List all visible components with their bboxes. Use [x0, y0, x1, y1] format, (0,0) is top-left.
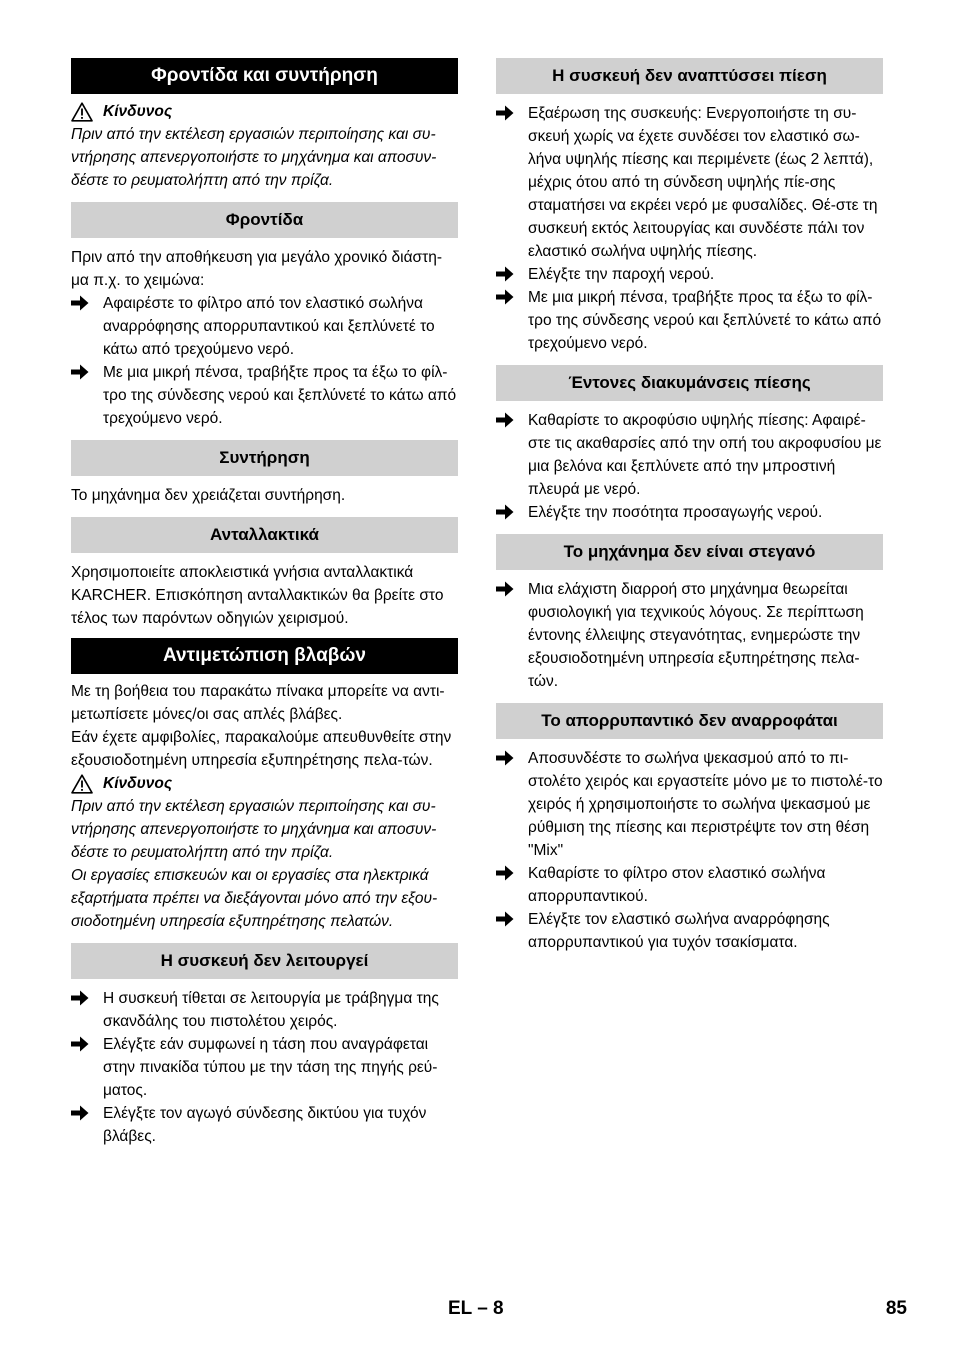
subsection-title-detergent: Το απορρυπαντικό δεν αναρροφάται: [496, 703, 883, 739]
subsection-title-maintenance: Συντήρηση: [71, 440, 458, 476]
list-item: Ελέγξτε τον ελαστικό σωλήνα αναρρόφησης απορρυπαντικού για τυχόν τσακίσματα.: [496, 908, 883, 954]
subsection-title-leak: Το μηχάνημα δεν είναι στεγανό: [496, 534, 883, 570]
list-item: Ελέγξτε τον αγωγό σύνδεσης δικτύου για τυχόν βλάβες.: [71, 1102, 458, 1148]
fluctuation-list: [496, 409, 883, 524]
leak-list: [496, 578, 883, 693]
care-intro: Πριν από την αποθήκευση για μεγάλο χρονικό διάστη-μα π.χ. το χειμώνα:: [71, 249, 443, 289]
arrow-right-icon: [71, 1105, 89, 1121]
footer-section-label: EL – 8: [448, 1298, 504, 1319]
arrow-right-icon: [496, 865, 514, 881]
arrow-right-icon: [496, 105, 514, 121]
list-item: Ελέγξτε την παροχή νερού.: [496, 263, 883, 286]
danger-text-repairs: Οι εργασίες επισκευών και οι εργασίες στα ηλεκτρικά εξαρτήματα πρέπει να διεξάγονται μόνο από την εξου-σιοδοτημένη υπηρεσία εξυπηρέτησης πελατών.: [71, 867, 438, 930]
arrow-right-icon: [496, 289, 514, 305]
danger-text: Πριν από την εκτέλεση εργασιών περιποίησης και συ-ντήρησης απενεργοποιήστε το μηχάνημα και αποσυν-δέστε το ρευματολήπτη από την πρίζα.: [71, 798, 437, 861]
danger-label: Κίνδυνος: [103, 103, 173, 120]
detergent-list: [496, 747, 883, 954]
maintenance-text: Το μηχάνημα δεν χρειάζεται συντήρηση.: [71, 487, 346, 504]
spare-parts-text: Χρησιμοποιείτε αποκλειστικά γνήσια ανταλλακτικά KARCHER. Επισκόπηση ανταλλακτικών θα βρείτε στο τέλος των παρόντων οδηγιών χειρισμού.: [71, 564, 444, 627]
list-item: Με μια μικρή πένσα, τραβήξτε προς τα έξω το φίλ-τρο της σύνδεσης νερού και ξεπλύνετέ το κάτω από τρεχούμενο νερό.: [496, 286, 883, 355]
right-column: [496, 58, 883, 954]
troubleshooting-intro: Με τη βοήθεια του παρακάτω πίνακα μπορείτε να αντι-μετωπίσετε μόνες/οι σας απλές βλάβες.: [71, 683, 445, 723]
arrow-right-icon: [496, 581, 514, 597]
care-list: [71, 292, 458, 430]
no-pressure-list: [496, 102, 883, 355]
arrow-right-icon: [496, 412, 514, 428]
page-number: 85: [885, 1298, 907, 1319]
danger-text: Πριν από την εκτέλεση εργασιών περιποίησης και συ-ντήρησης απενεργοποιήστε το μηχάνημα και αποσυν-δέστε το ρευματολήπτη από την πρίζα.: [71, 126, 437, 189]
list-item: Καθαρίστε το φίλτρο στον ελαστικό σωλήνα απορρυπαντικού.: [496, 862, 883, 908]
section-title-troubleshooting: Αντιμετώπιση βλαβών: [71, 638, 458, 674]
subsection-title-spare-parts: Ανταλλακτικά: [71, 517, 458, 553]
list-item: Αφαιρέστε το φίλτρο από τον ελαστικό σωλήνα αναρρόφησης απορρυπαντικού και ξεπλύνετέ το κάτω από τρεχούμενο νερό.: [71, 292, 458, 361]
section-title-care-maintenance: Φροντίδα και συντήρηση: [71, 58, 458, 94]
not-working-list: [71, 987, 458, 1148]
arrow-right-icon: [496, 504, 514, 520]
list-item: Η συσκευή τίθεται σε λειτουργία με τράβηγμα της σκανδάλης του πιστολέτου χειρός.: [71, 987, 458, 1033]
danger-label: Κίνδυνος: [103, 775, 173, 792]
arrow-right-icon: [496, 911, 514, 927]
list-item: Αποσυνδέστε το σωλήνα ψεκασμού από το πι-στολέτο χειρός και εργαστείτε μόνο με το πιστολέ-το χειρός ή χρησιμοποιήστε το σωλήνα ψεκασμού με ρύθμιση της πίεσης και περιστρέψτε τον στη θέση "Mix": [496, 747, 883, 862]
list-item: Καθαρίστε το ακροφύσιο υψηλής πίεσης: Αφαιρέ-στε τις ακαθαρσίες από την οπή του ακροφυσίου με μια βελόνα και ξεπλύνετε από την μπροστινή πλευρά με νερό.: [496, 409, 883, 501]
arrow-right-icon: [71, 1036, 89, 1052]
left-column: [71, 58, 458, 1148]
subsection-title-no-pressure: Η συσκευή δεν αναπτύσσει πίεση: [496, 58, 883, 94]
arrow-right-icon: [71, 295, 89, 311]
list-item: Με μια μικρή πένσα, τραβήξτε προς τα έξω το φίλ-τρο της σύνδεσης νερού και ξεπλύνετέ το κάτω από τρεχούμενο νερό.: [71, 361, 458, 430]
list-item: Εξαέρωση της συσκευής: Ενεργοποιήστε τη συ-σκευή χωρίς να έχετε συνδέσει τον ελαστικό σω-λήνα υψηλής πίεσης και περιμένετε (έως 2 λεπτά), μέχρις ότου από τη σύνδεση υψηλής πίε-σης σταματήσει να εκρέει νερό με φυσαλίδες. Θέ-στε τη συσκευή εκτός λειτουργίας και συνδέστε πάλι τον ελαστικό σωλήνα υψηλής πίεσης.: [496, 102, 883, 263]
arrow-right-icon: [71, 364, 89, 380]
danger-heading: [71, 100, 458, 123]
warning-icon: [71, 102, 93, 122]
list-item: Μια ελάχιστη διαρροή στο μηχάνημα θεωρείται φυσιολογική για τεχνικούς λόγους. Σε περίπτωση έντονης έλλειψης στεγανότητας, ενημερώστε την εξουσιοδοτημένη υπηρεσία εξυπηρέτησης πελα-τών.: [496, 578, 883, 693]
subsection-title-not-working: Η συσκευή δεν λειτουργεί: [71, 943, 458, 979]
subsection-title-pressure-fluctuation: Έντονες διακυμάνσεις πίεσης: [496, 365, 883, 401]
list-item: Ελέγξτε εάν συμφωνεί η τάση που αναγράφεται στην πινακίδα τύπου με την τάση της πηγής ρεύ-ματος.: [71, 1033, 458, 1102]
list-item: Ελέγξτε την ποσότητα προσαγωγής νερού.: [496, 501, 883, 524]
troubleshooting-contact: Εάν έχετε αμφιβολίες, παρακαλούμε απευθυνθείτε στην εξουσιοδοτημένη υπηρεσία εξυπηρέτησης πελα-τών.: [71, 729, 452, 769]
arrow-right-icon: [496, 750, 514, 766]
arrow-right-icon: [71, 990, 89, 1006]
warning-icon: [71, 774, 93, 794]
arrow-right-icon: [496, 266, 514, 282]
subsection-title-care: Φροντίδα: [71, 202, 458, 238]
danger-heading: [71, 772, 458, 795]
